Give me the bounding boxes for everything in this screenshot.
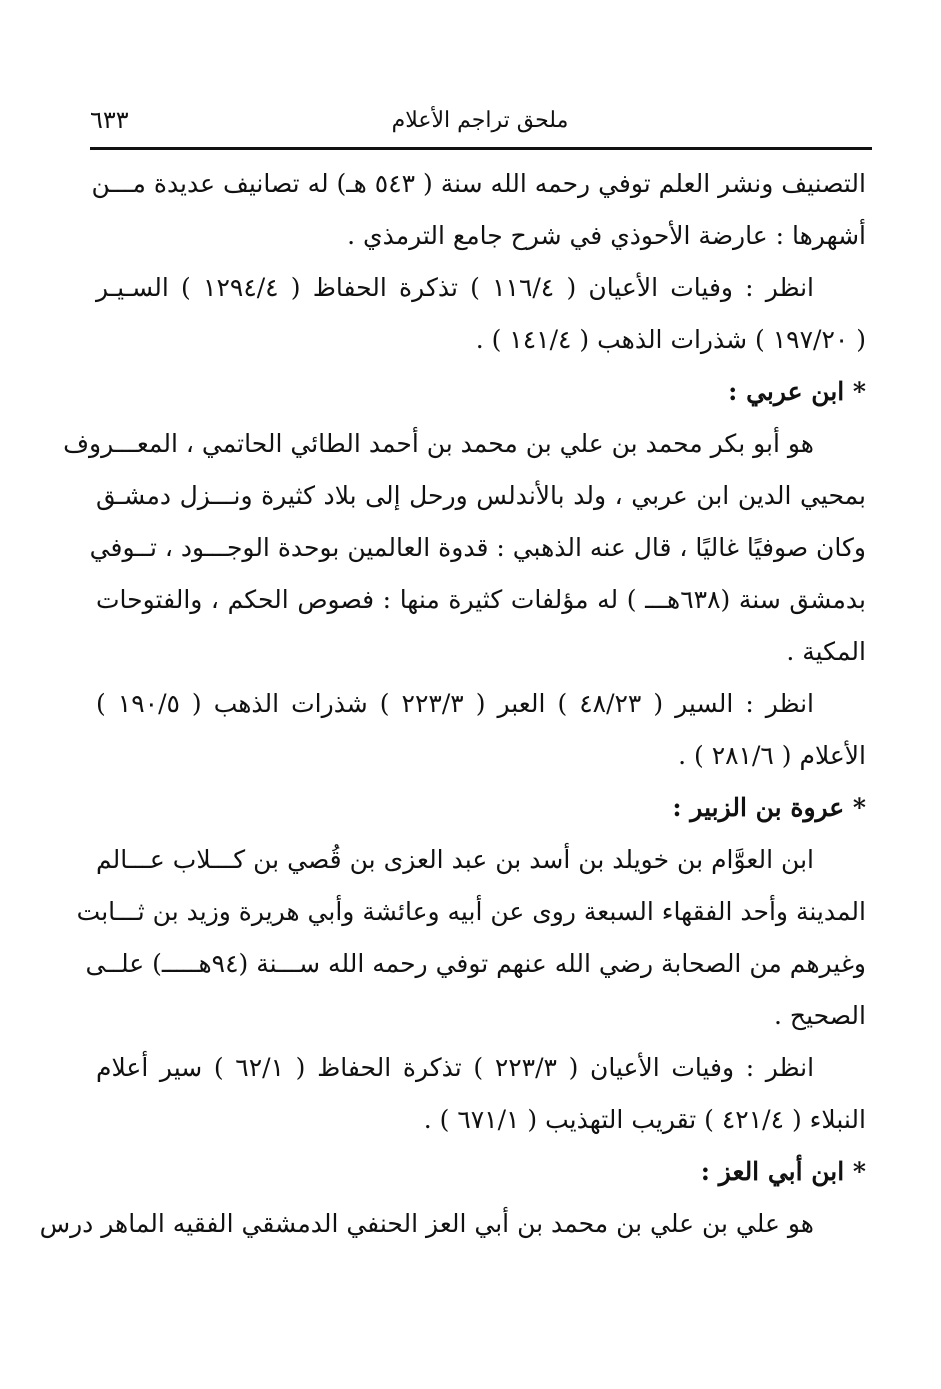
reference-line: انظر : وفيات الأعيان ( ٢٢٣/٣ ) تذكرة الحفاظ ( ٦٢/١ ) سير أعلام bbox=[96, 1053, 815, 1082]
reference-line: الأعلام ( ٢٨١/٦ ) . bbox=[678, 741, 866, 770]
reference-line: ( ١٩٧/٢٠ ) شذرات الذهب ( ١٤١/٤ ) . bbox=[475, 325, 866, 354]
reference-line: النبلاء ( ٤٢١/٤ ) تقريب التهذيب ( ٦٧١/١ ) . bbox=[423, 1105, 866, 1134]
entry-heading-ibn-abi-al-izz: * ابن أبي العز : bbox=[700, 1157, 866, 1186]
reference-line: انظر : السير ( ٤٨/٢٣ ) العبر ( ٢٢٣/٣ ) شذرات الذهب ( ١٩٠/٥ ) bbox=[96, 689, 814, 718]
entry-heading-ibn-arabi: * ابن عربي : bbox=[728, 377, 866, 406]
text-line: أشهرها : عارضة الأحوذي في شرح جامع الترمذي . bbox=[347, 221, 866, 250]
text-line: وغيرهم من الصحابة رضي الله عنهم توفي رحمه الله ســـنة (٩٤هـــــ) علــى bbox=[85, 949, 866, 978]
entry-heading-urwa: * عروة بن الزبير : bbox=[672, 793, 866, 822]
reference-line: انظر : وفيات الأعيان ( ١١٦/٤ ) تذكرة الحفاظ ( ١٢٩٤/٤ ) السـيـر bbox=[96, 273, 815, 302]
text-line: الصحيح . bbox=[774, 1001, 866, 1030]
text-line: هو علي بن علي بن محمد بن أبي العز الحنفي الدمشقي الفقيه الماهر درس bbox=[39, 1209, 814, 1238]
text-line: بمحيي الدين ابن عربي ، ولد بالأندلس ورحل إلى بلاد كثيرة ونـــزل دمشـق bbox=[96, 481, 866, 510]
text-line: ابن العوَّام بن خويلد بن أسد بن عبد العزى بن قُصي بن كـــلاب عـــالم bbox=[96, 845, 814, 874]
page-header bbox=[90, 100, 870, 146]
text-line: بدمشق سنة (٦٣٨هـــ ) له مؤلفات كثيرة منها : فصوص الحكم ، والفتوحات bbox=[96, 585, 866, 614]
text-line: التصنيف ونشر العلم توفي رحمه الله سنة ( ٥٤٣ هـ) له تصانيف عديدة مـــن bbox=[91, 169, 866, 198]
page-number: ٦٣٣ bbox=[90, 106, 129, 134]
text-line: المدينة وأحد الفقهاء السبعة روى عن أبيه وعائشة وأبي هريرة وزيد بن ثـــابت bbox=[76, 897, 866, 926]
header-rule bbox=[90, 147, 872, 150]
page-body bbox=[39, 158, 866, 1250]
text-line: المكية . bbox=[786, 637, 866, 666]
running-title: ملحق تراجم الأعلام bbox=[391, 108, 569, 133]
text-line: وكان صوفيًا غاليًا ، قال عنه الذهبي : قدوة العالمين بوحدة الوجـــود ، تــوفي bbox=[89, 533, 866, 562]
text-line: هو أبو بكر محمد بن علي بن محمد بن أحمد الطائي الحاتمي ، المعـــروف bbox=[63, 429, 814, 458]
